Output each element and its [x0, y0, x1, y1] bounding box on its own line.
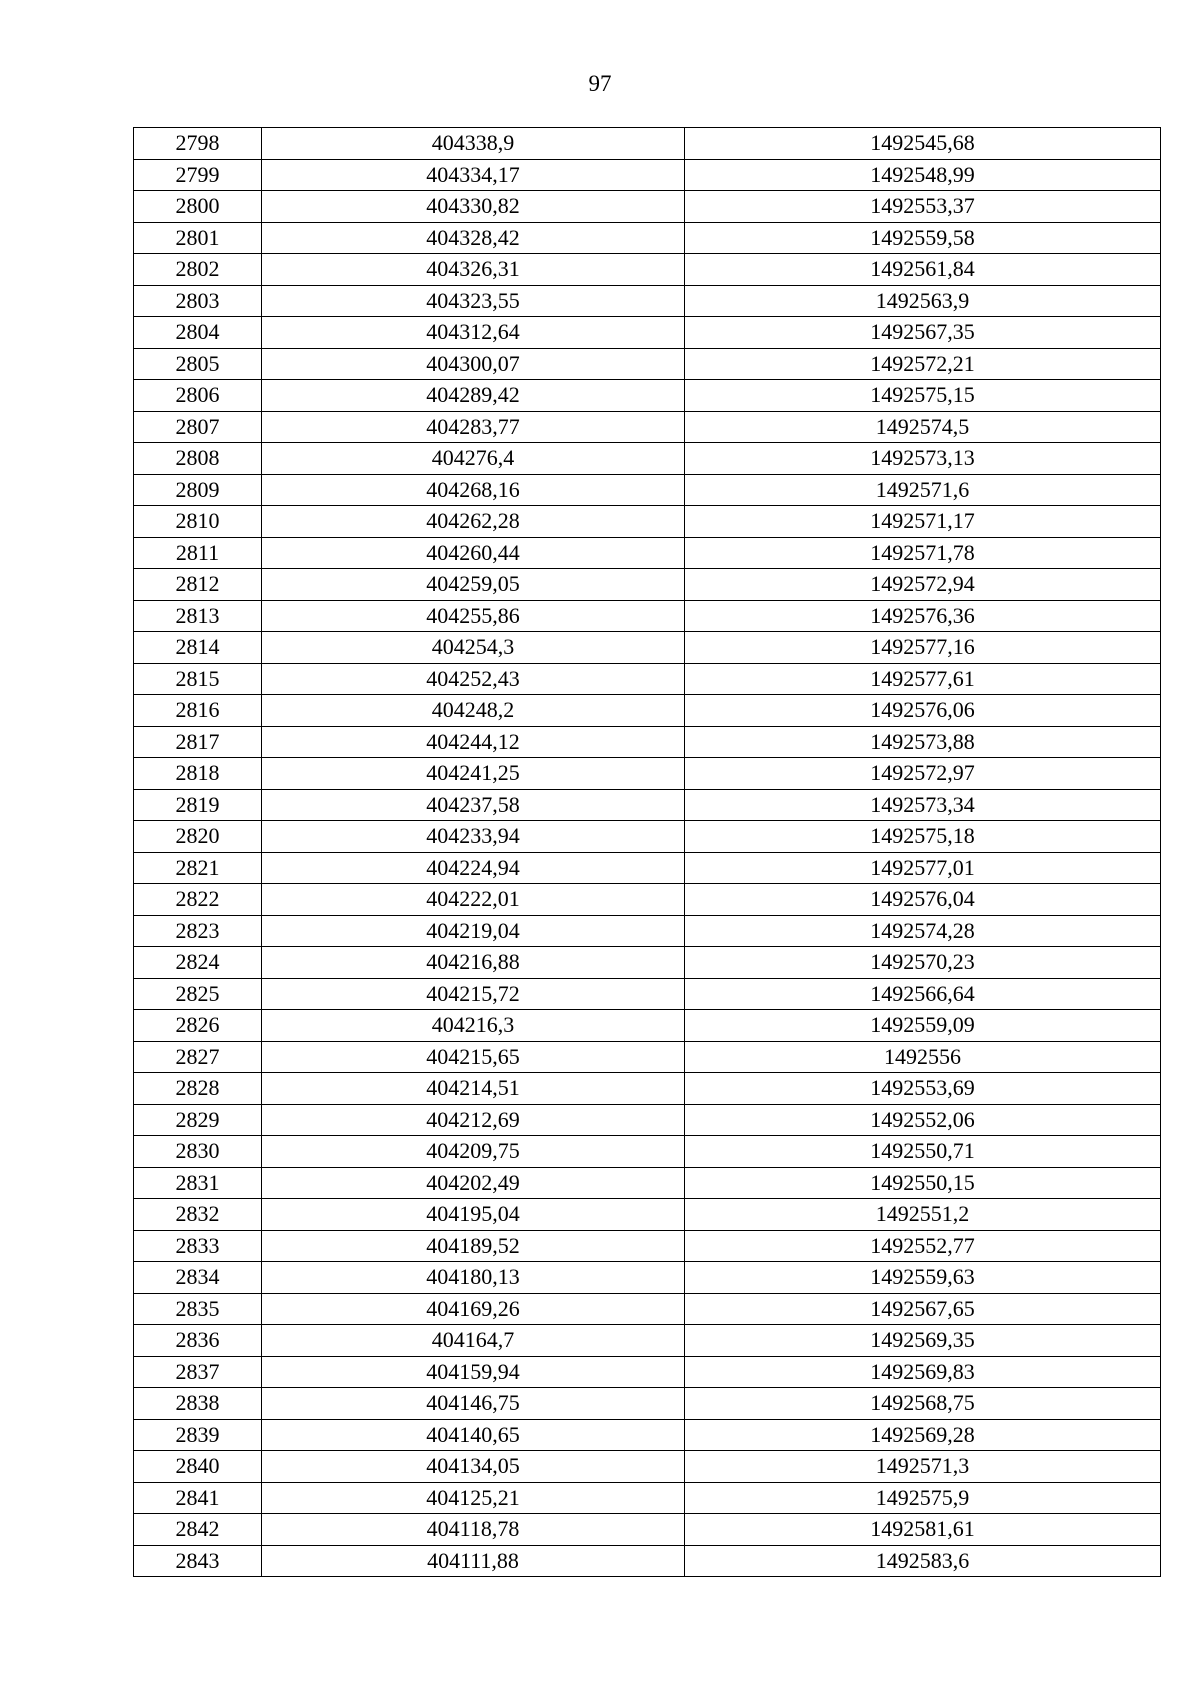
point-number-cell: 2828: [134, 1073, 262, 1105]
x-coordinate-cell: 404323,55: [262, 285, 685, 317]
y-coordinate-cell: 1492559,63: [685, 1262, 1161, 1294]
table-row: [134, 1388, 1161, 1420]
y-coordinate-cell: 1492573,88: [685, 726, 1161, 758]
y-coordinate-cell: 1492556: [685, 1041, 1161, 1073]
y-coordinate-cell: 1492571,6: [685, 474, 1161, 506]
table-row: [134, 506, 1161, 538]
table-row: [134, 1545, 1161, 1577]
x-coordinate-cell: 404252,43: [262, 663, 685, 695]
y-coordinate-cell: 1492572,94: [685, 569, 1161, 601]
point-number-cell: 2808: [134, 443, 262, 475]
y-coordinate-cell: 1492573,13: [685, 443, 1161, 475]
y-coordinate-cell: 1492569,83: [685, 1356, 1161, 1388]
x-coordinate-cell: 404244,12: [262, 726, 685, 758]
x-coordinate-cell: 404222,01: [262, 884, 685, 916]
table-row: [134, 695, 1161, 727]
table-row: [134, 1136, 1161, 1168]
point-number-cell: 2811: [134, 537, 262, 569]
coordinates-table-body: [134, 128, 1161, 1577]
y-coordinate-cell: 1492574,5: [685, 411, 1161, 443]
y-coordinate-cell: 1492548,99: [685, 159, 1161, 191]
point-number-cell: 2817: [134, 726, 262, 758]
table-row: [134, 569, 1161, 601]
x-coordinate-cell: 404219,04: [262, 915, 685, 947]
x-coordinate-cell: 404289,42: [262, 380, 685, 412]
x-coordinate-cell: 404262,28: [262, 506, 685, 538]
table-row: [134, 159, 1161, 191]
x-coordinate-cell: 404224,94: [262, 852, 685, 884]
y-coordinate-cell: 1492550,15: [685, 1167, 1161, 1199]
x-coordinate-cell: 404312,64: [262, 317, 685, 349]
point-number-cell: 2802: [134, 254, 262, 286]
y-coordinate-cell: 1492572,97: [685, 758, 1161, 790]
x-coordinate-cell: 404164,7: [262, 1325, 685, 1357]
y-coordinate-cell: 1492576,04: [685, 884, 1161, 916]
coordinates-table: [133, 127, 1161, 1577]
x-coordinate-cell: 404214,51: [262, 1073, 685, 1105]
point-number-cell: 2806: [134, 380, 262, 412]
y-coordinate-cell: 1492551,2: [685, 1199, 1161, 1231]
y-coordinate-cell: 1492545,68: [685, 128, 1161, 160]
x-coordinate-cell: 404212,69: [262, 1104, 685, 1136]
y-coordinate-cell: 1492552,77: [685, 1230, 1161, 1262]
point-number-cell: 2819: [134, 789, 262, 821]
page-number: 97: [588, 71, 612, 96]
y-coordinate-cell: 1492568,75: [685, 1388, 1161, 1420]
x-coordinate-cell: 404195,04: [262, 1199, 685, 1231]
point-number-cell: 2801: [134, 222, 262, 254]
y-coordinate-cell: 1492553,69: [685, 1073, 1161, 1105]
table-row: [134, 1041, 1161, 1073]
x-coordinate-cell: 404241,25: [262, 758, 685, 790]
table-row: [134, 474, 1161, 506]
table-row: [134, 317, 1161, 349]
x-coordinate-cell: 404209,75: [262, 1136, 685, 1168]
point-number-cell: 2834: [134, 1262, 262, 1294]
y-coordinate-cell: 1492583,6: [685, 1545, 1161, 1577]
x-coordinate-cell: 404118,78: [262, 1514, 685, 1546]
x-coordinate-cell: 404233,94: [262, 821, 685, 853]
table-row: [134, 537, 1161, 569]
point-number-cell: 2839: [134, 1419, 262, 1451]
y-coordinate-cell: 1492559,09: [685, 1010, 1161, 1042]
point-number-cell: 2823: [134, 915, 262, 947]
table-row: [134, 191, 1161, 223]
y-coordinate-cell: 1492550,71: [685, 1136, 1161, 1168]
table-row: [134, 1230, 1161, 1262]
point-number-cell: 2822: [134, 884, 262, 916]
point-number-cell: 2825: [134, 978, 262, 1010]
y-coordinate-cell: 1492566,64: [685, 978, 1161, 1010]
x-coordinate-cell: 404326,31: [262, 254, 685, 286]
table-row: [134, 1199, 1161, 1231]
x-coordinate-cell: 404338,9: [262, 128, 685, 160]
x-coordinate-cell: 404202,49: [262, 1167, 685, 1199]
point-number-cell: 2803: [134, 285, 262, 317]
x-coordinate-cell: 404248,2: [262, 695, 685, 727]
table-row: [134, 1419, 1161, 1451]
x-coordinate-cell: 404328,42: [262, 222, 685, 254]
y-coordinate-cell: 1492571,17: [685, 506, 1161, 538]
point-number-cell: 2841: [134, 1482, 262, 1514]
y-coordinate-cell: 1492567,65: [685, 1293, 1161, 1325]
point-number-cell: 2816: [134, 695, 262, 727]
point-number-cell: 2818: [134, 758, 262, 790]
y-coordinate-cell: 1492553,37: [685, 191, 1161, 223]
y-coordinate-cell: 1492567,35: [685, 317, 1161, 349]
table-row: [134, 1356, 1161, 1388]
x-coordinate-cell: 404180,13: [262, 1262, 685, 1294]
x-coordinate-cell: 404283,77: [262, 411, 685, 443]
x-coordinate-cell: 404255,86: [262, 600, 685, 632]
table-row: [134, 978, 1161, 1010]
table-row: [134, 600, 1161, 632]
point-number-cell: 2809: [134, 474, 262, 506]
y-coordinate-cell: 1492563,9: [685, 285, 1161, 317]
table-row: [134, 758, 1161, 790]
y-coordinate-cell: 1492569,28: [685, 1419, 1161, 1451]
x-coordinate-cell: 404159,94: [262, 1356, 685, 1388]
point-number-cell: 2815: [134, 663, 262, 695]
table-row: [134, 726, 1161, 758]
y-coordinate-cell: 1492575,15: [685, 380, 1161, 412]
y-coordinate-cell: 1492576,36: [685, 600, 1161, 632]
y-coordinate-cell: 1492571,78: [685, 537, 1161, 569]
point-number-cell: 2835: [134, 1293, 262, 1325]
point-number-cell: 2813: [134, 600, 262, 632]
table-row: [134, 380, 1161, 412]
point-number-cell: 2842: [134, 1514, 262, 1546]
table-row: [134, 947, 1161, 979]
x-coordinate-cell: 404259,05: [262, 569, 685, 601]
point-number-cell: 2840: [134, 1451, 262, 1483]
table-row: [134, 285, 1161, 317]
x-coordinate-cell: 404276,4: [262, 443, 685, 475]
point-number-cell: 2812: [134, 569, 262, 601]
y-coordinate-cell: 1492570,23: [685, 947, 1161, 979]
point-number-cell: 2831: [134, 1167, 262, 1199]
point-number-cell: 2805: [134, 348, 262, 380]
table-row: [134, 915, 1161, 947]
table-row: [134, 1010, 1161, 1042]
point-number-cell: 2798: [134, 128, 262, 160]
y-coordinate-cell: 1492577,61: [685, 663, 1161, 695]
table-row: [134, 1325, 1161, 1357]
point-number-cell: 2824: [134, 947, 262, 979]
point-number-cell: 2843: [134, 1545, 262, 1577]
table-row: [134, 348, 1161, 380]
point-number-cell: 2829: [134, 1104, 262, 1136]
x-coordinate-cell: 404111,88: [262, 1545, 685, 1577]
point-number-cell: 2810: [134, 506, 262, 538]
y-coordinate-cell: 1492569,35: [685, 1325, 1161, 1357]
point-number-cell: 2826: [134, 1010, 262, 1042]
y-coordinate-cell: 1492576,06: [685, 695, 1161, 727]
table-row: [134, 821, 1161, 853]
table-row: [134, 222, 1161, 254]
point-number-cell: 2799: [134, 159, 262, 191]
table-row: [134, 789, 1161, 821]
table-row: [134, 1293, 1161, 1325]
point-number-cell: 2814: [134, 632, 262, 664]
y-coordinate-cell: 1492575,18: [685, 821, 1161, 853]
x-coordinate-cell: 404140,65: [262, 1419, 685, 1451]
y-coordinate-cell: 1492561,84: [685, 254, 1161, 286]
x-coordinate-cell: 404189,52: [262, 1230, 685, 1262]
point-number-cell: 2807: [134, 411, 262, 443]
x-coordinate-cell: 404125,21: [262, 1482, 685, 1514]
y-coordinate-cell: 1492552,06: [685, 1104, 1161, 1136]
x-coordinate-cell: 404146,75: [262, 1388, 685, 1420]
table-row: [134, 128, 1161, 160]
point-number-cell: 2827: [134, 1041, 262, 1073]
x-coordinate-cell: 404216,88: [262, 947, 685, 979]
y-coordinate-cell: 1492572,21: [685, 348, 1161, 380]
point-number-cell: 2836: [134, 1325, 262, 1357]
x-coordinate-cell: 404215,72: [262, 978, 685, 1010]
point-number-cell: 2833: [134, 1230, 262, 1262]
x-coordinate-cell: 404215,65: [262, 1041, 685, 1073]
x-coordinate-cell: 404216,3: [262, 1010, 685, 1042]
x-coordinate-cell: 404330,82: [262, 191, 685, 223]
table-row: [134, 663, 1161, 695]
x-coordinate-cell: 404254,3: [262, 632, 685, 664]
table-row: [134, 1073, 1161, 1105]
table-row: [134, 852, 1161, 884]
table-row: [134, 254, 1161, 286]
point-number-cell: 2820: [134, 821, 262, 853]
table-row: [134, 632, 1161, 664]
y-coordinate-cell: 1492574,28: [685, 915, 1161, 947]
table-row: [134, 1167, 1161, 1199]
point-number-cell: 2832: [134, 1199, 262, 1231]
point-number-cell: 2800: [134, 191, 262, 223]
table-row: [134, 1514, 1161, 1546]
table-row: [134, 1482, 1161, 1514]
point-number-cell: 2838: [134, 1388, 262, 1420]
point-number-cell: 2837: [134, 1356, 262, 1388]
table-row: [134, 443, 1161, 475]
y-coordinate-cell: 1492581,61: [685, 1514, 1161, 1546]
point-number-cell: 2830: [134, 1136, 262, 1168]
y-coordinate-cell: 1492575,9: [685, 1482, 1161, 1514]
y-coordinate-cell: 1492559,58: [685, 222, 1161, 254]
x-coordinate-cell: 404237,58: [262, 789, 685, 821]
y-coordinate-cell: 1492577,01: [685, 852, 1161, 884]
table-row: [134, 884, 1161, 916]
point-number-cell: 2821: [134, 852, 262, 884]
x-coordinate-cell: 404169,26: [262, 1293, 685, 1325]
y-coordinate-cell: 1492577,16: [685, 632, 1161, 664]
table-row: [134, 1451, 1161, 1483]
x-coordinate-cell: 404134,05: [262, 1451, 685, 1483]
table-row: [134, 1104, 1161, 1136]
table-row: [134, 1262, 1161, 1294]
point-number-cell: 2804: [134, 317, 262, 349]
x-coordinate-cell: 404300,07: [262, 348, 685, 380]
y-coordinate-cell: 1492573,34: [685, 789, 1161, 821]
x-coordinate-cell: 404334,17: [262, 159, 685, 191]
y-coordinate-cell: 1492571,3: [685, 1451, 1161, 1483]
table-row: [134, 411, 1161, 443]
x-coordinate-cell: 404268,16: [262, 474, 685, 506]
x-coordinate-cell: 404260,44: [262, 537, 685, 569]
